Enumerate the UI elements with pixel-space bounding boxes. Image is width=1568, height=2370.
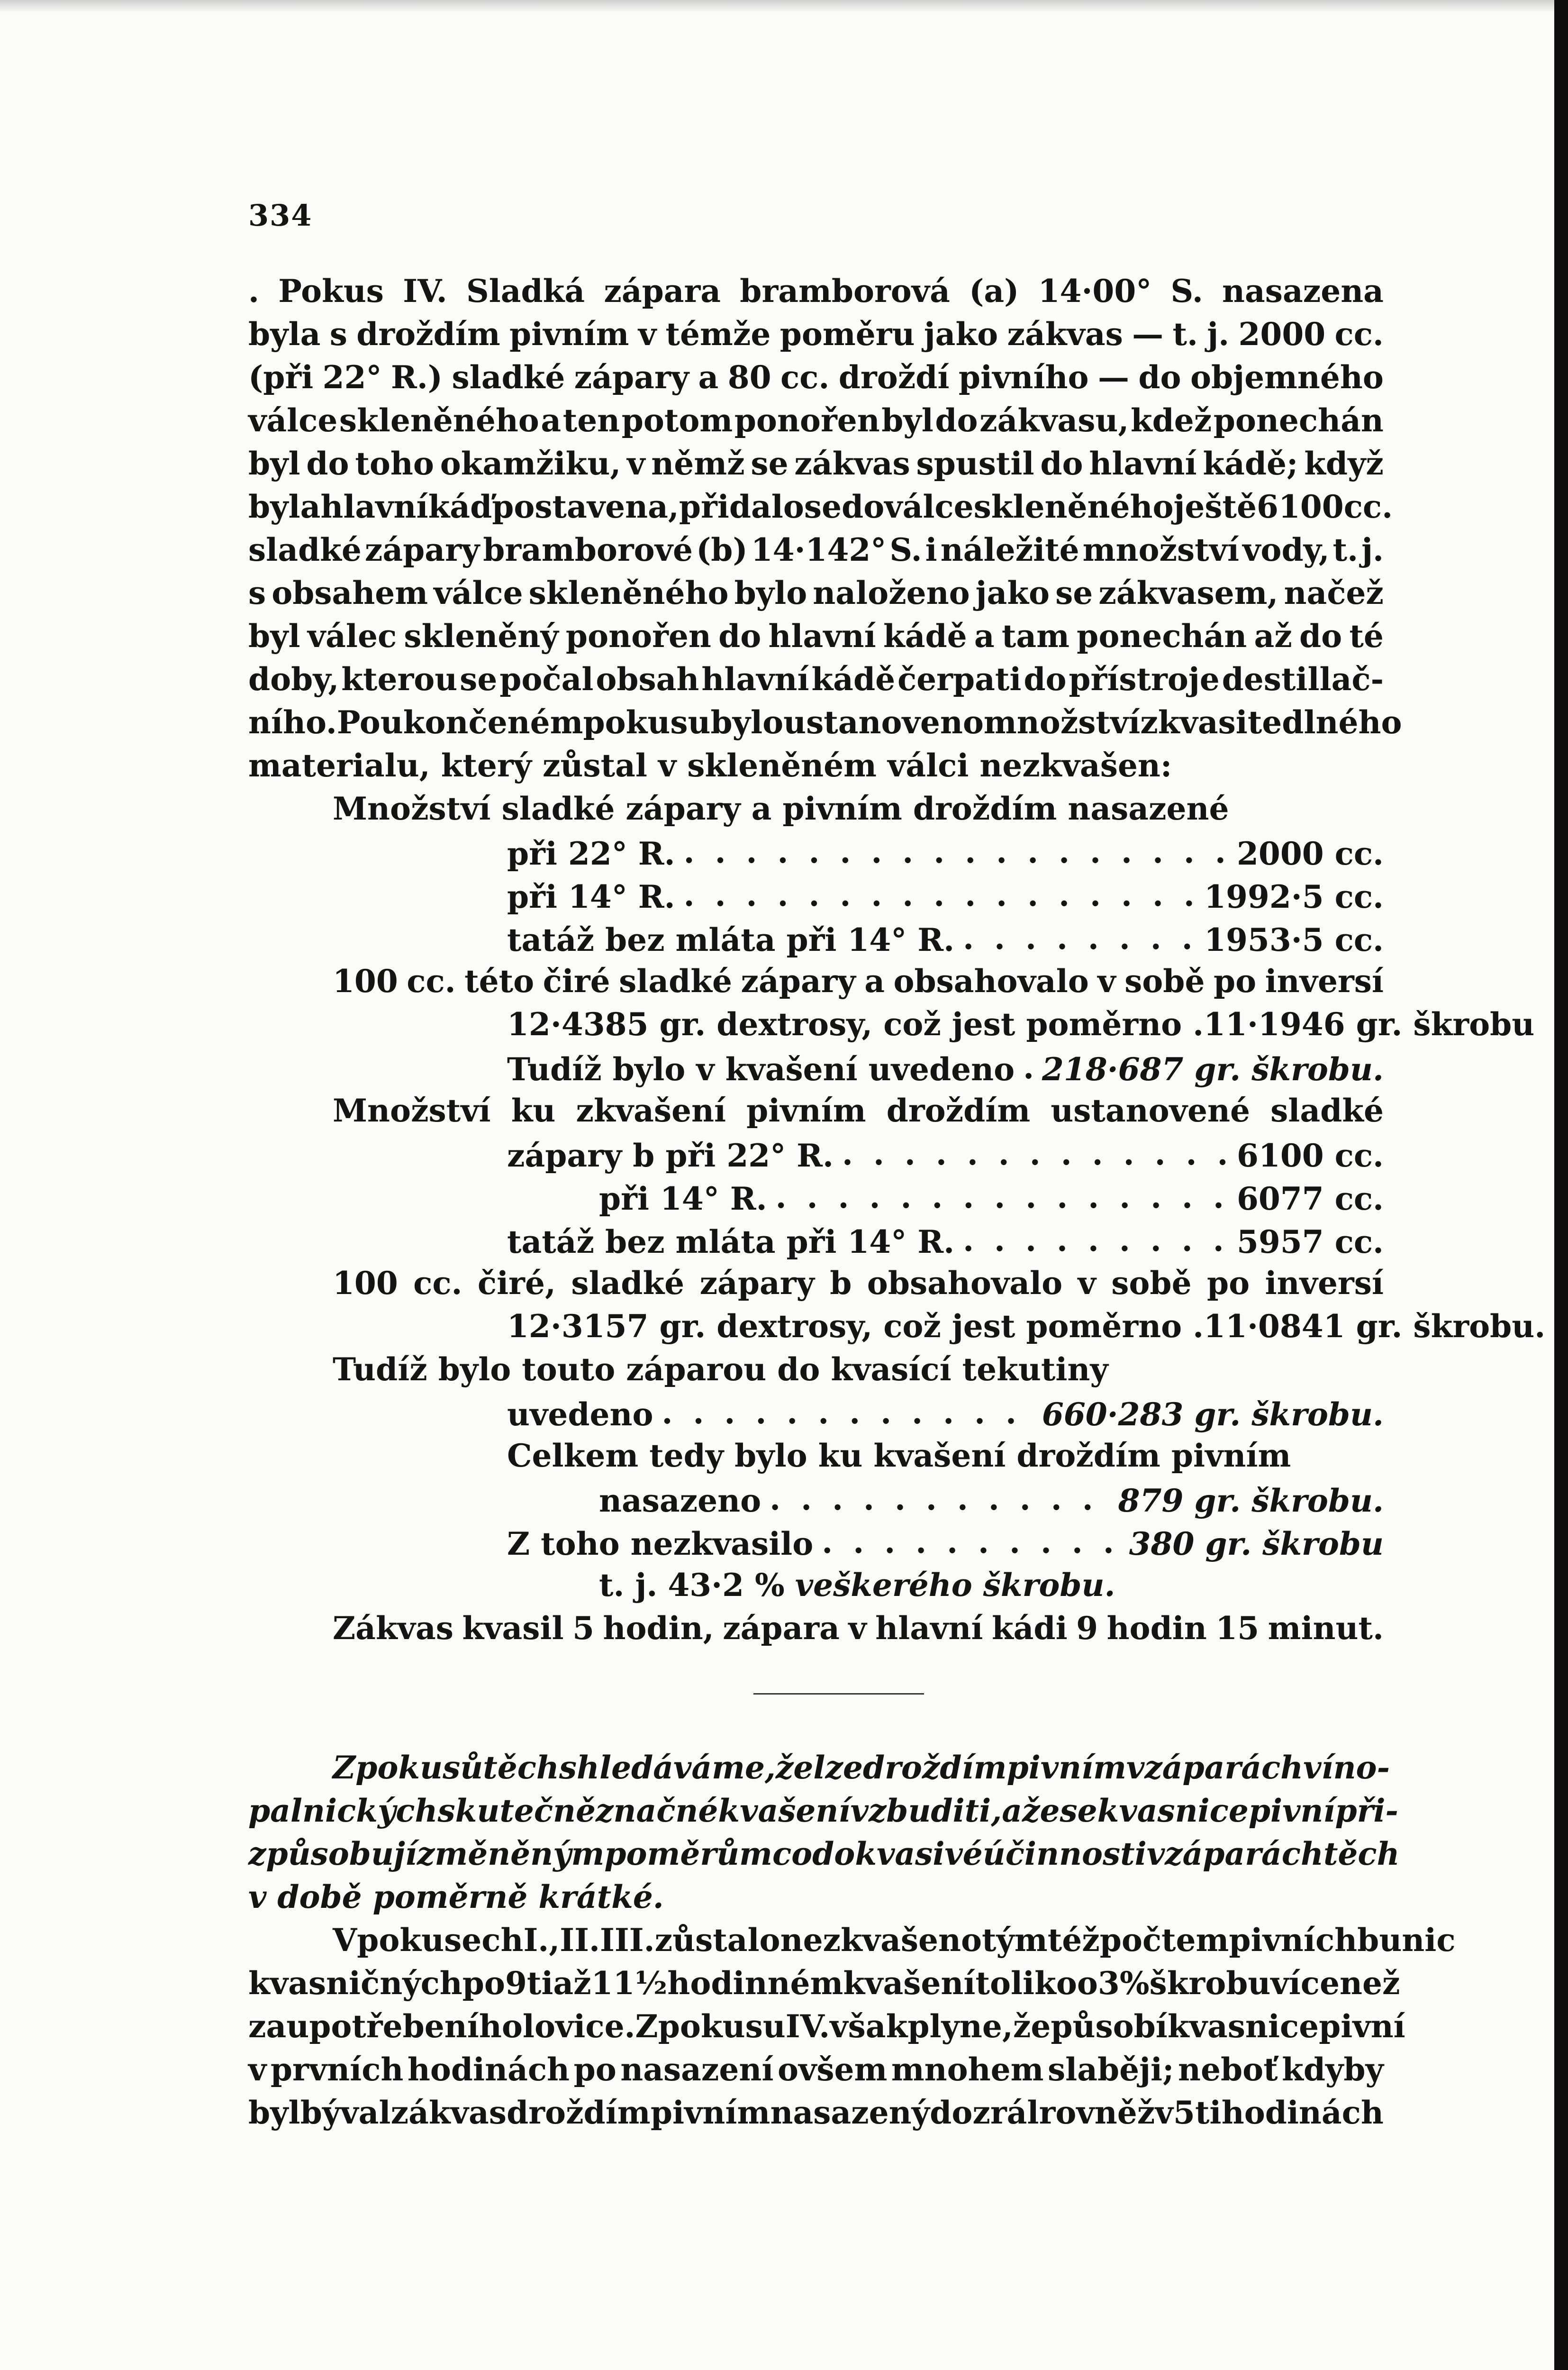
text-line: kvasničných po 9ti až 11½hodinném kvašení toliko o 3% škrobu více než (248, 1965, 1400, 2002)
row-value: 6100 cc. (1236, 1137, 1384, 1174)
table-row (248, 1006, 1535, 1049)
text-line: ního. Po ukončeném pokusu bylo ustanoveno množství zkvasitedlného (248, 704, 1402, 741)
text-line: byla s droždím pivním v témže poměru jako zákvas — t. j. 2000 cc. (248, 316, 1384, 353)
text-line: Z pokusů těch shledáváme, že lze droždím pivním v záparách víno- (333, 1749, 1390, 1786)
row-label: Tudíž bylo v kvašení uvedeno (507, 1051, 1015, 1088)
text-line: s obsahem válce skleněného bylo naloženo jako se zákvasem, načež (248, 574, 1384, 611)
row-value: 380 gr. škrobu (1129, 1525, 1384, 1562)
table-heading-b: Množství ku zkvašení pivním droždím ustanovené sladké (333, 1092, 1384, 1129)
table-row (248, 833, 1384, 876)
text-line: způsobují změněným poměrům co do kvasivé účinnosti v záparách těch (248, 1835, 1400, 1872)
section-divider (753, 1693, 924, 1695)
text-line: v době poměrně krátké. (248, 1878, 664, 1915)
text-line: sladké zápary bramborové (b) 14·142° S. i náležité množství vody, t. j. (248, 531, 1384, 568)
leader-dots (684, 833, 1228, 865)
paragraph-pokus-iv (248, 273, 1546, 1653)
row-label: uvedeno (507, 1396, 653, 1433)
leader-dots (963, 920, 1196, 951)
paragraph-conclusion (248, 1749, 1456, 2137)
text-line: v prvních hodinách po nasazení ovšem mnohem slaběji; neboť kdyby (248, 2051, 1384, 2088)
text-line: (při 22° R.) sladké zápary a 80 cc. droždí pivního — do objemného (248, 359, 1384, 396)
text-line: materialu, který zůstal v skleněném válci nezkvašen: (248, 747, 1172, 784)
text-line: Tudíž bylo touto záparou do kvasící tekutiny (333, 1351, 1108, 1388)
percentage-line (248, 1567, 1384, 1610)
row-label: tatáž bez mláta při 14° R. (507, 1223, 955, 1260)
text-line: za upotřebení holovice. Z pokusu IV. však plyne, že působí kvasnice pivní (248, 2008, 1405, 2045)
leader-dots (842, 1135, 1228, 1167)
leader-dots (770, 1480, 1109, 1512)
page-number: 334 (248, 198, 313, 233)
text-line: byla hlavní káď postavena, přidalo se do válce skleněného ještě 6100 cc. (248, 488, 1393, 525)
text-line: 100 cc. čiré, sladké zápary b obsahovalo v sobě po inversí (333, 1265, 1384, 1302)
text-line: palnických skutečně značné kvašení vzbuditi, a že se kvasnice pivní při- (248, 1792, 1398, 1829)
row-value: 5957 cc. (1236, 1223, 1384, 1260)
row-label: zápary b při 22° R. (507, 1137, 834, 1174)
table-row (248, 1049, 1384, 1092)
row-value: 1953·5 cc. (1204, 921, 1384, 958)
table-heading-a: Množství sladké zápary a pivním droždím nasazené (333, 790, 1229, 827)
pct-value: 43·2 % (668, 1567, 785, 1604)
text-line: doby, kterou se počal obsah hlavní kádě čerpati do přístroje destillač- (248, 661, 1384, 698)
row-value: 879 gr. škrobu. (1118, 1482, 1384, 1519)
leader-dots (684, 876, 1196, 908)
table-row (248, 1178, 1384, 1221)
row-label: tatáž bez mláta při 14° R. (507, 921, 955, 958)
text-line: 100 cc. této čiré sladké zápary a obsahovalo v sobě po inversí (333, 963, 1384, 1000)
table-row (248, 1135, 1384, 1178)
table-row (248, 1480, 1384, 1523)
row-label: 12·3157 gr. dextrosy, což jest poměrno . (507, 1308, 1204, 1345)
table-row (248, 1394, 1384, 1437)
row-value: 11·1946 gr. škrobu (1204, 1006, 1535, 1043)
scan-border (1554, 0, 1568, 2370)
text-line: V pokusech I., II. III. zůstalo nezkvašeno týmtéž počtem pivních bunic (333, 1922, 1456, 1959)
text-line: válce skleněného a ten potom ponořen byl do zákvasu, kdež ponechán (248, 402, 1384, 439)
row-label: Z toho nezkvasilo (507, 1525, 814, 1562)
row-value: 218·687 gr. škrobu. (1042, 1051, 1384, 1088)
row-value: 6077 cc. (1236, 1180, 1384, 1217)
table-row (248, 1308, 1546, 1351)
text-line: byl válec skleněný ponořen do hlavní kádě a tam ponechán až do té (248, 618, 1384, 655)
row-value: 1992·5 cc. (1204, 878, 1384, 915)
closing-line: Zákvas kvasil 5 hodin, zápara v hlavní kádi 9 hodin 15 minut. (333, 1610, 1384, 1647)
row-label: 12·4385 gr. dextrosy, což jest poměrno . (507, 1006, 1204, 1043)
page-top-shadow (0, 0, 1554, 12)
table-row (248, 1523, 1384, 1567)
table-row (248, 876, 1384, 920)
leader-dots (822, 1523, 1120, 1555)
row-label: nasazeno (599, 1482, 761, 1519)
row-value: 2000 cc. (1236, 835, 1384, 872)
leader-dots (662, 1394, 1033, 1425)
leader-dots (776, 1178, 1228, 1210)
text-line: . Pokus IV. Sladká zápara bramborová (a) 14·00° S. nasazena (248, 273, 1384, 310)
leader-dots (1023, 1049, 1033, 1080)
row-label: při 14° R. (599, 1180, 767, 1217)
pct-prefix: t. j. (599, 1567, 658, 1604)
row-label: při 14° R. (507, 878, 675, 915)
text-line: Celkem tedy bylo ku kvašení droždím pivním (507, 1437, 1291, 1474)
table-row (248, 1221, 1384, 1265)
leader-dots (963, 1221, 1228, 1253)
pct-suffix: veškerého škrobu. (795, 1567, 1115, 1604)
row-value: 11·0841 gr. škrobu. (1204, 1308, 1546, 1345)
text-line: byl býval zákvas droždím pivním nasazený dozrál rovněž v 5ti hodinách (248, 2094, 1384, 2131)
row-label: při 22° R. (507, 835, 675, 872)
row-value: 660·283 gr. škrobu. (1042, 1396, 1384, 1433)
table-row (248, 920, 1384, 963)
text-line: byl do toho okamžiku, v němž se zákvas spustil do hlavní kádě; když (248, 445, 1384, 482)
